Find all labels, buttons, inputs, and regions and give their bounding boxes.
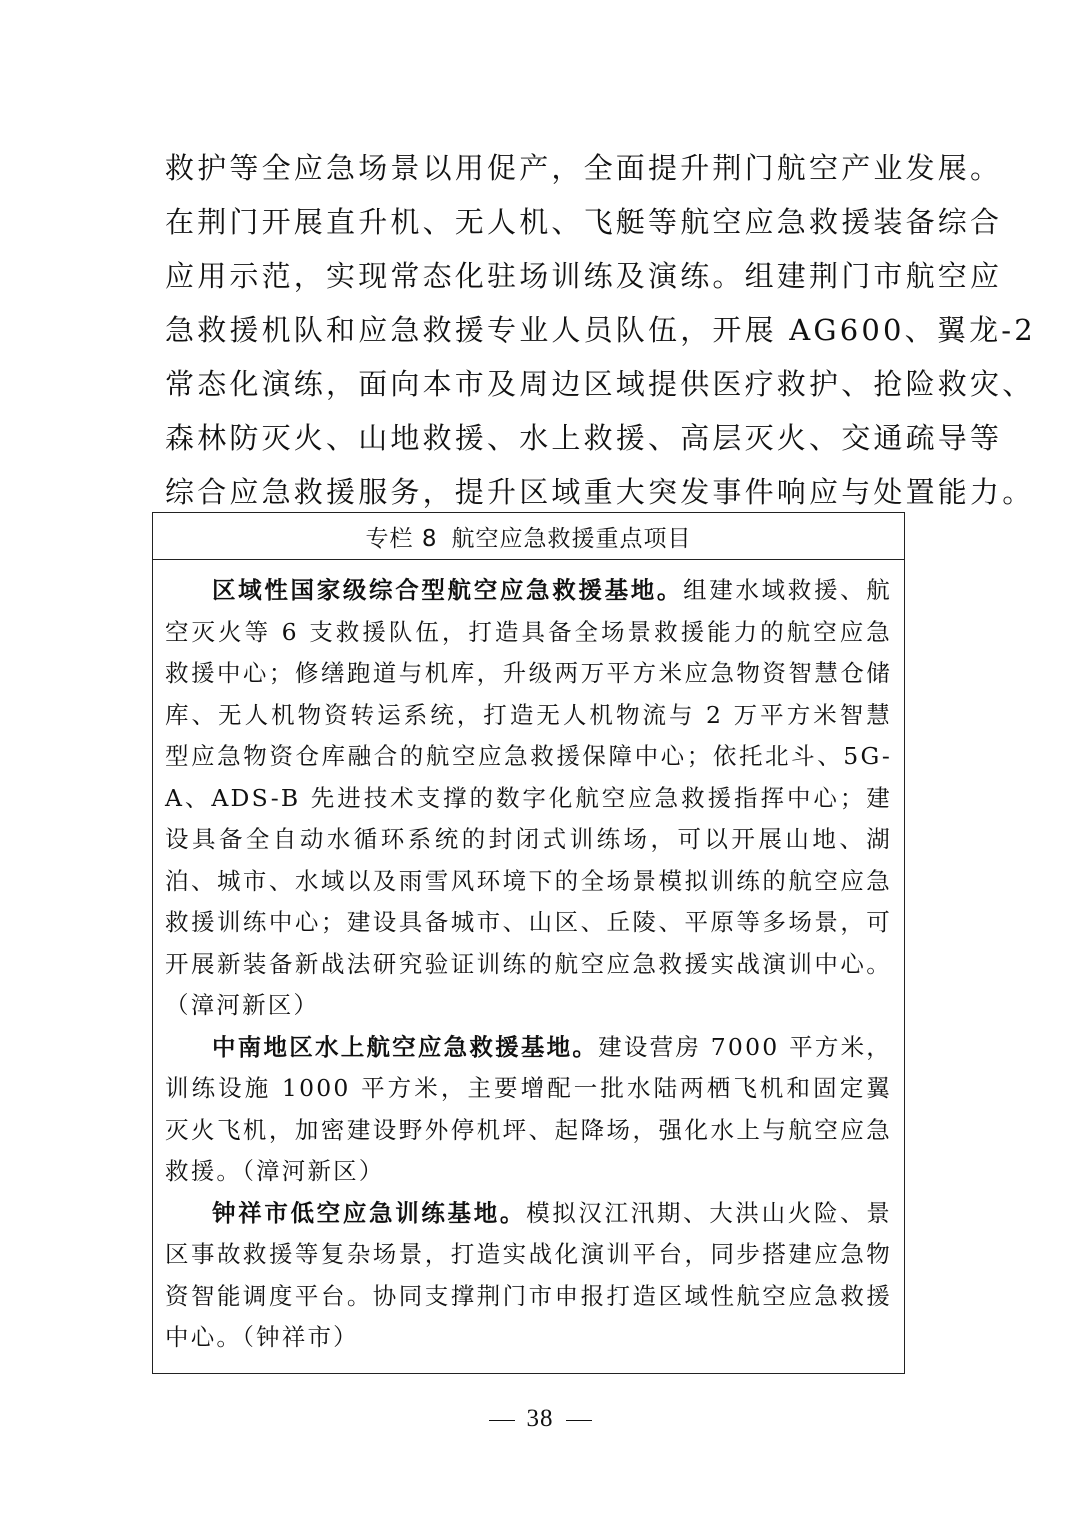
body-line: 在荆门开展直升机、无人机、飞艇等航空应急救援装备综合 bbox=[165, 205, 1003, 239]
column-heading: 航空应急救援重点项目 bbox=[451, 525, 692, 552]
body-line: 救护等全应急场景以用促产，全面提升荆门航空产业发展。 bbox=[165, 151, 1003, 185]
column-title bbox=[153, 513, 904, 560]
column-label: 专栏 8 bbox=[365, 525, 438, 552]
project-text: 组建水域救援、航空灭火等 6 支救援队伍，打造具备全场景救援能力的航空应急救援中心；修缮跑道与机库，升级两万平方米应急物资智慧仓储库、无人机物资转运系统，打造无人机物流与 2 万平方米智慧型应急物资仓库融合的航空应急救援保障中心；依托北斗、5G-A、ADS-B 先进技术支撑的数字化航空应急救援指挥中心；建设具备全自动水循环系统的封闭式训练场，可以开展山地、湖泊、城市、水域以及雨雪风环境下的全场景模拟训练的航空应急救援训练中心；建设具备城市、山区、丘陵、平原等多场景，可开展新装备新战法研究验证训练的航空应急救援实战演训中心。（漳河新区） bbox=[165, 576, 892, 1019]
project-item bbox=[165, 1027, 892, 1193]
project-name: 区域性国家级综合型航空应急救援基地。 bbox=[212, 576, 684, 604]
dash-right bbox=[566, 1420, 592, 1421]
project-text: 模拟汉江汛期、大洪山火险、景区事故救援等复杂场景，打造实战化演训平台，同步搭建应急物资智能调度平台。协同支撑荆门市申报打造区域性航空应急救援中心。（钟祥市） bbox=[165, 1198, 892, 1351]
body-line: 应用示范，实现常态化驻场训练及演练。组建荆门市航空应 bbox=[165, 259, 1003, 293]
body-line: 综合应急救援服务，提升区域重大突发事件响应与处置能力。 bbox=[165, 475, 1035, 509]
dash-left bbox=[489, 1420, 515, 1421]
column-box bbox=[152, 512, 905, 1374]
project-item bbox=[165, 1193, 892, 1359]
body-line: 急救援机队和应急救援专业人员队伍，开展 AG600、翼龙-2 bbox=[165, 313, 1036, 347]
project-name: 中南地区水上航空应急救援基地。 bbox=[212, 1032, 599, 1061]
project-name: 钟祥市低空应急训练基地。 bbox=[212, 1198, 527, 1227]
body-paragraph bbox=[165, 141, 1036, 519]
body-line: 常态化演练，面向本市及周边区域提供医疗救护、抢险救灾、 bbox=[165, 367, 1035, 401]
page-number: 38 bbox=[526, 1405, 554, 1432]
body-line: 森林防灭火、山地救援、水上救援、高层灭火、交通疏导等 bbox=[165, 421, 1003, 455]
column-body bbox=[153, 560, 904, 1359]
page-footer bbox=[0, 1405, 1080, 1433]
project-item bbox=[165, 570, 892, 1027]
project-text: 建设营房 7000 平方米，训练设施 1000 平方米，主要增配一批水陆两栖飞机和固定翼灭火飞机，加密建设野外停机坪、起降场，强化水上与航空应急救援。（漳河新区） bbox=[165, 1032, 893, 1185]
